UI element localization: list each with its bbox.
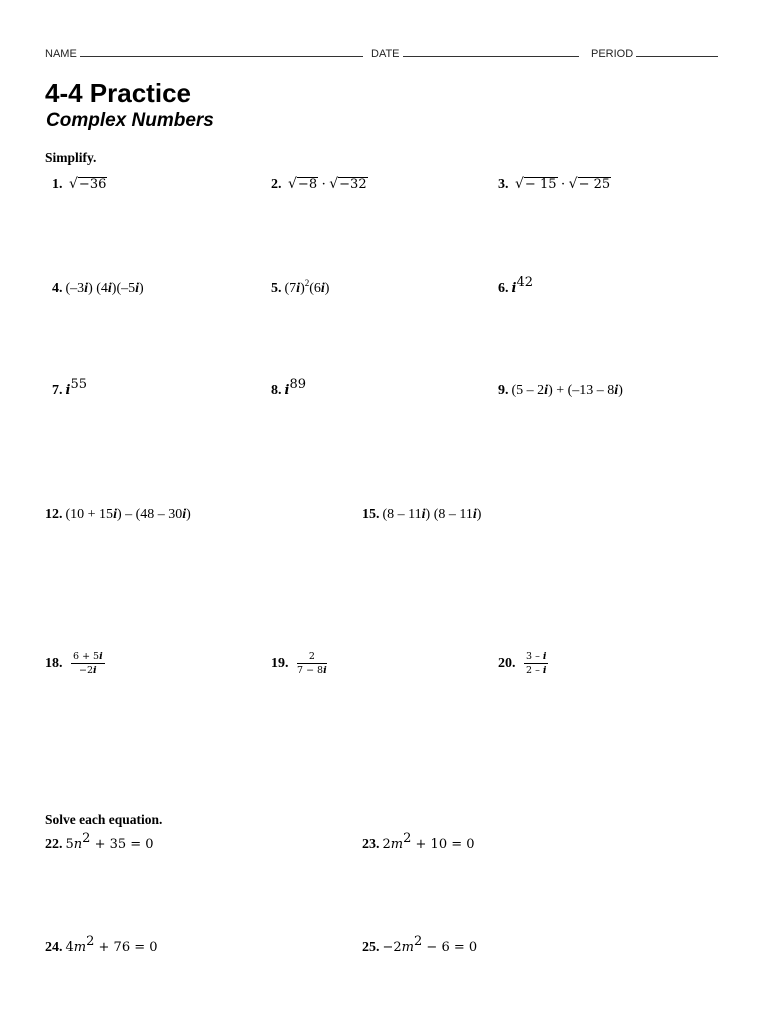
problem-number: 24. — [45, 940, 63, 955]
problem-number: 8. — [271, 383, 282, 398]
period-blank-line[interactable] — [636, 46, 718, 57]
expr-part: + 35 = 0 — [90, 837, 154, 852]
imaginary-unit: i — [323, 665, 327, 676]
worksheet-title: 4-4 Practice — [45, 78, 191, 108]
imaginary-unit: i — [65, 383, 71, 398]
fraction — [297, 651, 327, 676]
problem-6 — [498, 275, 533, 297]
problem-3 — [498, 176, 611, 193]
exponent: 42 — [516, 275, 533, 290]
imaginary-unit: i — [182, 507, 187, 522]
expr-part: ) – (48 – 30 — [116, 507, 183, 522]
date-blank-line[interactable] — [403, 46, 579, 57]
multiply-dot: · — [561, 177, 566, 192]
imaginary-unit: i — [93, 665, 97, 676]
variable: n — [73, 837, 83, 852]
expr-part: ) + (–13 – 8 — [548, 383, 615, 398]
denominator: 2 – i — [526, 665, 547, 676]
numerator: 6 + 5i — [73, 651, 103, 662]
section-solve-heading: Solve each equation. — [45, 812, 163, 827]
coefficient: 4 — [65, 940, 74, 955]
problem-number: 7. — [52, 383, 63, 398]
coefficient: −2 — [382, 940, 402, 955]
date-field[interactable] — [371, 46, 579, 60]
numerator: 2 — [297, 651, 327, 664]
problem-24 — [45, 934, 158, 956]
problem-5 — [271, 278, 330, 297]
fraction — [524, 651, 548, 676]
expr-part: (5 – 2 — [511, 383, 545, 398]
problem-7 — [52, 377, 87, 399]
problem-number: 20. — [498, 655, 516, 671]
radicand: −32 — [339, 177, 367, 192]
problem-number: 12. — [45, 507, 63, 522]
problem-number: 19. — [271, 655, 289, 671]
imaginary-unit: i — [614, 383, 619, 398]
variable: m — [73, 940, 87, 955]
student-info-header — [45, 46, 725, 62]
expr-part: + 76 = 0 — [94, 940, 158, 955]
variable: m — [390, 837, 404, 852]
imaginary-unit: i — [511, 281, 517, 296]
denominator: 7 − 8i — [297, 665, 327, 676]
period-field[interactable] — [591, 46, 718, 60]
exponent: 2 — [304, 278, 310, 288]
expr-part: )(–5 — [111, 281, 136, 296]
problem-25 — [362, 934, 478, 956]
expr-part: + 10 = 0 — [411, 837, 475, 852]
exponent: 89 — [289, 377, 306, 392]
imaginary-unit: i — [99, 651, 103, 662]
problem-number: 18. — [45, 655, 63, 671]
expr-part: ) (8 – 11 — [425, 507, 473, 522]
problem-number: 9. — [498, 383, 509, 398]
imaginary-unit: i — [542, 651, 547, 662]
expr-part: ) — [139, 281, 144, 296]
exponent: 2 — [403, 831, 412, 846]
problem-2 — [271, 176, 368, 193]
exponent: 2 — [86, 934, 95, 949]
problem-number: 6. — [498, 281, 509, 296]
square-root: √−8 — [288, 176, 318, 192]
expr-part: (8 – 11 — [382, 507, 422, 522]
name-label: NAME — [45, 48, 77, 60]
expr-part: (6 — [309, 281, 321, 296]
problem-number: 3. — [498, 177, 509, 192]
problem-9 — [498, 383, 623, 399]
problem-20 — [498, 651, 548, 676]
name-field[interactable] — [45, 46, 363, 60]
variable: m — [401, 940, 414, 955]
imaginary-unit: i — [542, 665, 547, 676]
imaginary-unit: i — [107, 281, 112, 296]
problem-22 — [45, 831, 154, 853]
problem-number: 2. — [271, 177, 282, 192]
fraction — [71, 651, 105, 676]
imaginary-unit: i — [284, 383, 290, 398]
problem-number: 15. — [362, 507, 380, 522]
imaginary-unit: i — [113, 507, 117, 522]
square-root: √−32 — [329, 176, 367, 192]
period-label: PERIOD — [591, 48, 634, 60]
radicand: − 15 — [524, 177, 557, 192]
expr-part: ) (4 — [88, 281, 108, 296]
imaginary-unit: i — [544, 383, 549, 398]
problem-number: 25. — [362, 940, 380, 955]
imaginary-unit: i — [421, 507, 426, 522]
exponent: 55 — [70, 377, 87, 392]
problem-number: 22. — [45, 837, 63, 852]
expr-part: ) — [476, 507, 482, 522]
imaginary-unit: i — [296, 281, 301, 296]
problem-number: 23. — [362, 837, 380, 852]
problem-23 — [362, 831, 475, 853]
worksheet-subtitle: Complex Numbers — [46, 110, 214, 131]
numerator: 3 – i — [526, 651, 547, 662]
imaginary-unit: i — [472, 507, 477, 522]
denominator: −2i — [79, 665, 97, 676]
name-blank-line[interactable] — [80, 46, 363, 57]
problem-8 — [271, 377, 306, 399]
problem-number: 4. — [52, 281, 63, 296]
radicand: − 25 — [578, 177, 611, 192]
expr-part: ) — [186, 507, 191, 522]
radicand: −36 — [78, 177, 107, 192]
square-root: √− 25 — [568, 176, 611, 192]
expr-part: (7 — [284, 281, 297, 296]
expr-part: ) — [618, 383, 623, 398]
exponent: 2 — [414, 934, 423, 949]
problem-number: 1. — [52, 177, 63, 192]
problem-12 — [45, 507, 191, 523]
problem-15 — [362, 507, 481, 523]
expr-part: ) — [300, 281, 305, 296]
coefficient: 2 — [382, 837, 391, 852]
problem-19 — [271, 651, 327, 676]
expr-part: (10 + 15 — [65, 507, 114, 522]
date-label: DATE — [371, 48, 400, 60]
square-root: √− 15 — [515, 176, 557, 192]
expr-part: (–3 — [65, 281, 85, 296]
section-simplify-heading: Simplify. — [45, 150, 97, 165]
expr-part: − 6 = 0 — [422, 940, 478, 955]
exponent: 2 — [82, 831, 91, 846]
imaginary-unit: i — [135, 281, 139, 296]
radicand: −8 — [297, 177, 318, 192]
problem-number: 5. — [271, 281, 282, 296]
imaginary-unit: i — [320, 281, 325, 296]
square-root: √−36 — [69, 176, 107, 192]
problem-4 — [52, 281, 144, 297]
multiply-dot: · — [321, 177, 326, 192]
problem-18 — [45, 651, 105, 676]
coefficient: 5 — [65, 837, 74, 852]
expr-part: ) — [324, 281, 330, 296]
problem-1 — [52, 176, 107, 193]
imaginary-unit: i — [84, 281, 89, 296]
